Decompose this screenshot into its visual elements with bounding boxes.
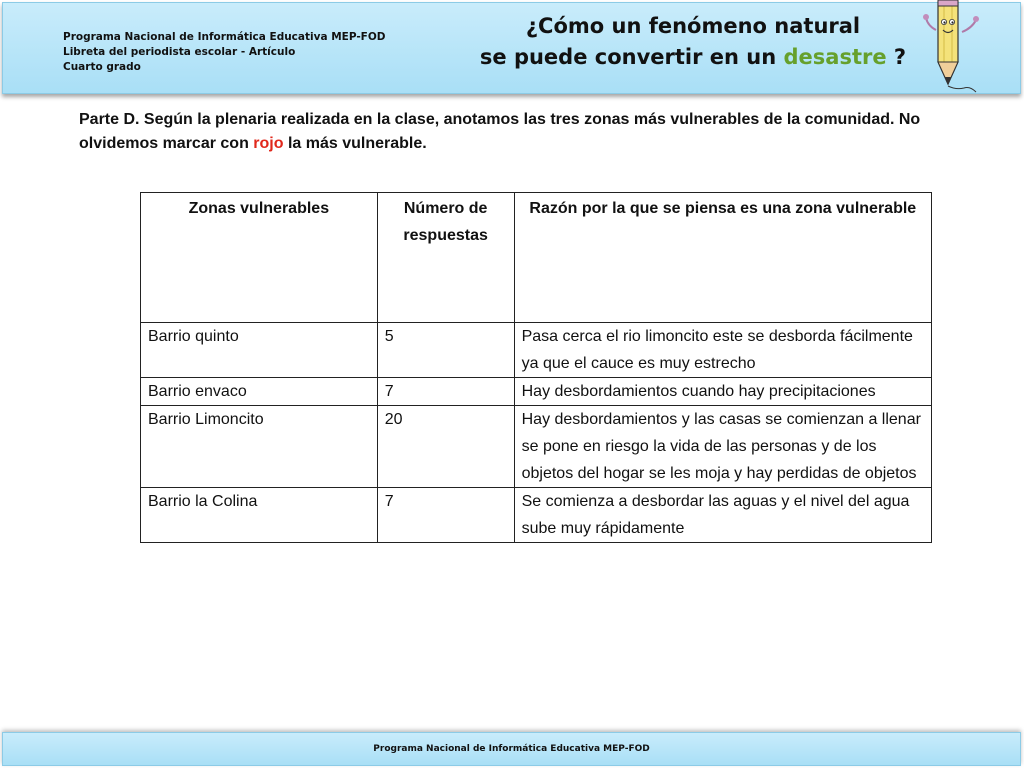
instructions-highlight-red: rojo bbox=[253, 135, 284, 152]
page-title bbox=[453, 11, 933, 73]
program-line: Programa Nacional de Informática Educativa MEP-FOD bbox=[63, 31, 386, 43]
pencil-character-icon bbox=[922, 0, 984, 98]
vulnerable-zones-table bbox=[140, 192, 932, 543]
title-line-2 bbox=[453, 42, 933, 73]
cell-responses: 5 bbox=[377, 323, 514, 378]
table-row bbox=[141, 406, 932, 488]
title-accent-word: desastre bbox=[783, 45, 887, 69]
title-line-1: ¿Cómo un fenómeno natural bbox=[525, 14, 861, 38]
instructions-text-end: la más vulnerable. bbox=[283, 135, 427, 152]
header-reason: Razón por la que se piensa es una zona vulnerable bbox=[514, 193, 931, 323]
notebook-line: Libreta del periodista escolar - Artículo bbox=[63, 46, 296, 58]
cell-zone: Barrio Limoncito bbox=[141, 406, 378, 488]
footer-band bbox=[2, 732, 1021, 766]
cell-reason: Pasa cerca el rio limoncito este se desborda fácilmente ya que el cauce es muy estrecho bbox=[514, 323, 931, 378]
cell-zone: Barrio la Colina bbox=[141, 488, 378, 543]
table-row bbox=[141, 378, 932, 406]
cell-responses: 7 bbox=[377, 488, 514, 543]
header-band bbox=[2, 2, 1021, 94]
table-row bbox=[141, 488, 932, 543]
table-row bbox=[141, 323, 932, 378]
grade-line: Cuarto grado bbox=[63, 61, 141, 73]
instructions-text: Parte D. Según la plenaria realizada en la clase, anotamos las tres zonas más vulnerables de la comunidad. No olvidemos marcar con bbox=[79, 111, 921, 152]
footer-text: Programa Nacional de Informática Educativa MEP-FOD bbox=[373, 744, 650, 754]
instructions-paragraph bbox=[79, 108, 994, 156]
cell-reason: Hay desbordamientos y las casas se comienzan a llenar se pone en riesgo la vida de las personas y de los objetos del hogar se les moja y hay perdidas de objetos bbox=[514, 406, 931, 488]
cell-zone: Barrio quinto bbox=[141, 323, 378, 378]
header-zone: Zonas vulnerables bbox=[141, 193, 378, 323]
header-responses: Número de respuestas bbox=[377, 193, 514, 323]
program-info bbox=[63, 30, 386, 75]
title-line-2-suffix: ? bbox=[886, 45, 907, 69]
cell-zone: Barrio envaco bbox=[141, 378, 378, 406]
table-header-row bbox=[141, 193, 932, 323]
cell-responses: 20 bbox=[377, 406, 514, 488]
cell-responses: 7 bbox=[377, 378, 514, 406]
cell-reason: Hay desbordamientos cuando hay precipitaciones bbox=[514, 378, 931, 406]
title-line-2-prefix: se puede convertir en un bbox=[479, 45, 784, 69]
cell-reason: Se comienza a desbordar las aguas y el nivel del agua sube muy rápidamente bbox=[514, 488, 931, 543]
